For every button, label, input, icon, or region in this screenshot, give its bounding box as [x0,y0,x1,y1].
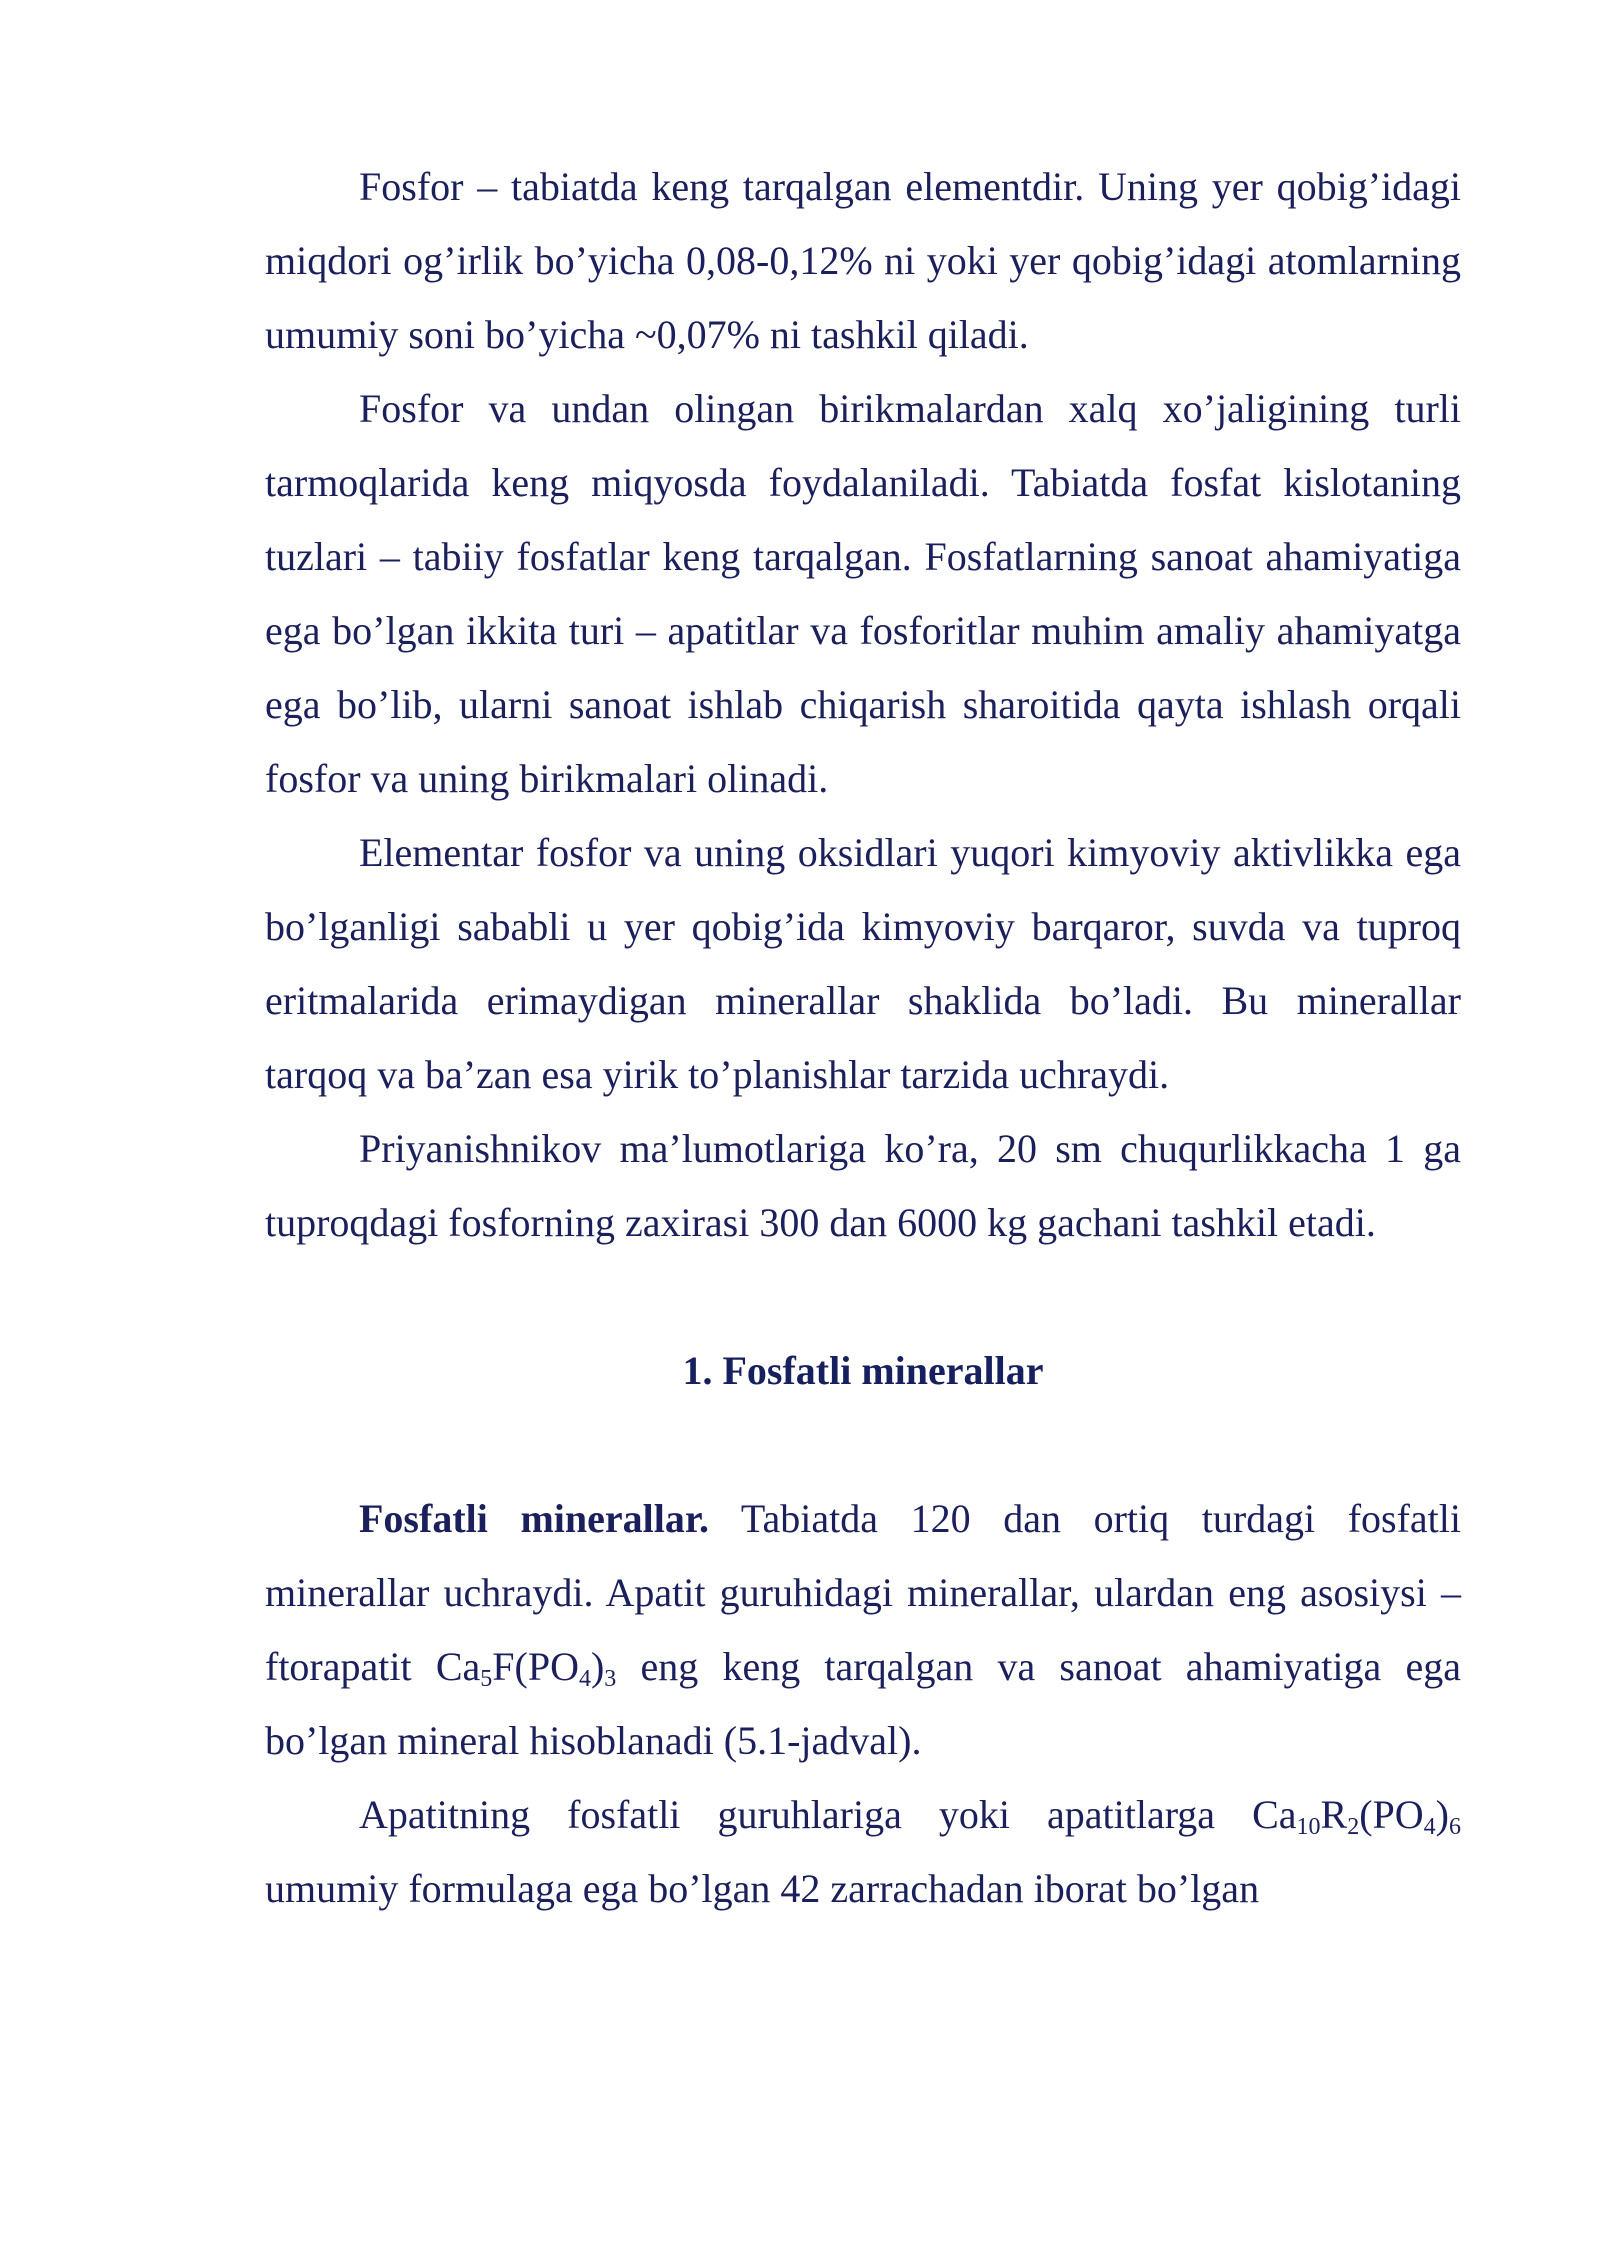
subscript: 5 [480,1666,493,1692]
text-fragment: F(PO [492,1644,579,1689]
paragraph-phosphorus-minerals: Elementar fosfor va uning oksidlari yuqori kimyoviy aktivlikka ega bo’lganligi sababli u yer qobig’ida kimyoviy barqaror, suvda va tuproq eritmalarida erimaydigan minerallar shaklida bo’ladi. Bu minerallar tarqoq va ba’zan esa yirik to’planishlar tarzida uchraydi. [265,830,1461,1097]
paragraph-apatite-formula [265,1778,1461,1926]
text-fragment: Tabiatda 120 dan ortiq turdagi fosfatli minerallar uchraydi. Apatit guruhidagi minerallar, ulardan eng asosiysi – ftorapatit Ca [265,1496,1461,1689]
paragraph-phosphorus-abundance: Fosfor – tabiatda keng tarqalgan elementdir. Uning yer qobig’idagi miqdori og’irlik bo’yicha 0,08-0,12% ni yoki yer qobig’idagi atomlarning umumiy soni bo’yicha ~0,07% ni tashkil qiladi. [265,164,1461,357]
subscript: 6 [1449,1814,1461,1840]
paragraph-soil-reserves: Priyanishnikov ma’lumotlariga ko’ra, 20 sm chuqurlikkacha 1 ga tuproqdagi fosforning zaxirasi 300 dan 6000 kg gachani tashkil etadi. [265,1126,1461,1245]
text-fragment: umumiy formulaga ega bo’lgan 42 zarrachadan iborat bo’lgan [265,1866,1260,1911]
paragraph-phosphate-minerals [265,1482,1461,1778]
subscript: 4 [1423,1814,1436,1840]
text-fragment: Apatitning fosfatli guruhlariga yoki apatitlarga Ca [359,1792,1297,1837]
text-fragment: R [1320,1792,1348,1837]
text-fragment: ) [1435,1792,1449,1837]
subscript: 3 [604,1666,617,1692]
subscript: 4 [578,1666,591,1692]
paragraph-phosphorus-uses: Fosfor va undan olingan birikmalardan xalq xo’jaligining turli tarmoqlarida keng miqyosda foydalaniladi. Tabiatda fosfat kislotaning tuzlari – tabiiy fosfatlar keng tarqalgan. Fosfatlarning sanoat ahamiyatiga ega bo’lgan ikkita turi – apatitlar va fosforitlar muhim amaliy ahamiyatga ega bo’lib, ularni sanoat ishlab chiqarish sharoitida qayta ishlash orqali fosfor va uning birikmalari olinadi. [265,386,1461,801]
document-body [265,150,1461,1926]
subscript: 2 [1347,1814,1360,1840]
text-fragment: (PO [1359,1792,1424,1837]
subscript: 10 [1296,1814,1321,1840]
text-fragment: eng keng tarqalgan va sanoat ahamiyatiga ega bo’lgan mineral hisoblanadi (5.1-jadval). [265,1644,1461,1763]
text-fragment: ) [590,1644,605,1689]
paragraph-lead-term: Fosfatli minerallar. [359,1496,709,1541]
section-heading: 1. Fosfatli minerallar [682,1348,1044,1393]
